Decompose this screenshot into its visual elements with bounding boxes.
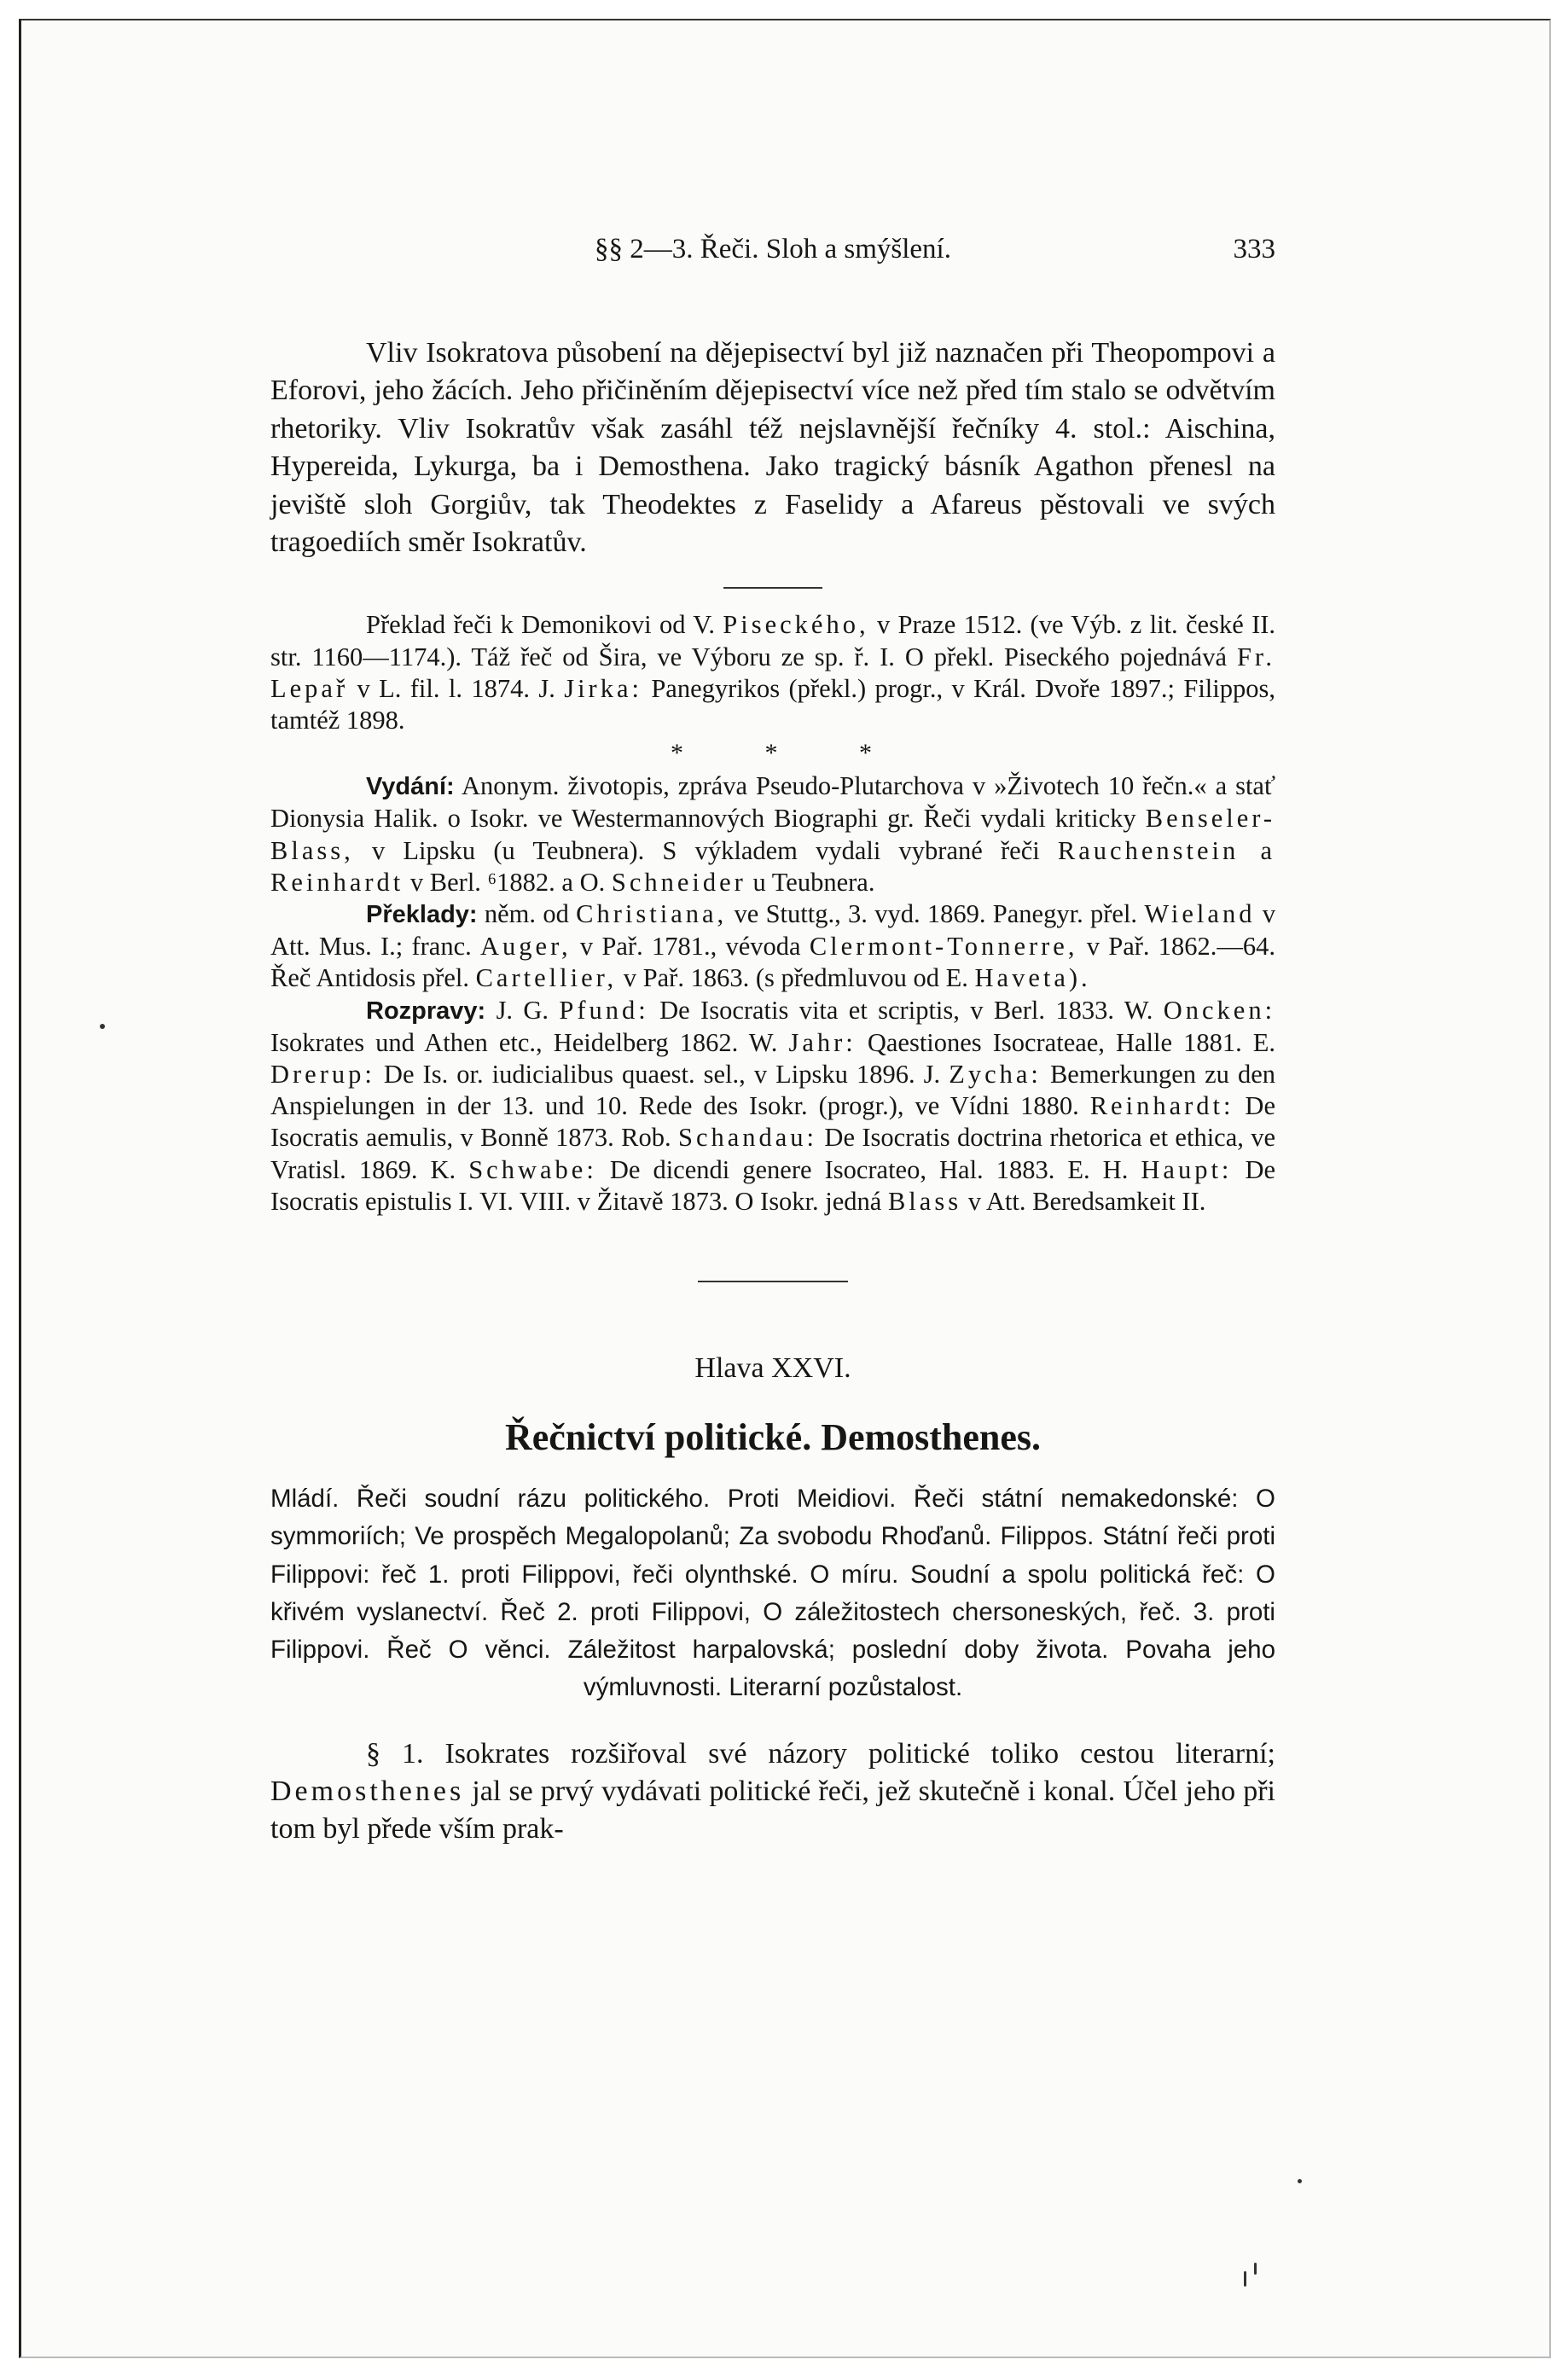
intro-paragraph: Vliv Isokratova působení na dějepisectví byl již naznačen při Theopompovi a Eforovi, jeho žácích. Jeho přičiněním dějepisectví více než před tím stalo se odvětvím rhetoriky. Vliv Isokratův však zasáhl též nejslavnější řečníky 4. stol.: Aischina, Hypereida, Lykurga, ba i Demosthena. Jako tragický básník Agathon přenesl na jeviště sloh Gorgiův, tak Theodektes z Faselidy a Afareus pěstovali ve svých tragoediích směr Isokratův. (270, 337, 1275, 559)
page-number: 333 (1233, 234, 1275, 264)
speck-mark (100, 1024, 105, 1029)
editions-paragraph: Vydání: Anonym. životopis, zpráva Pseudo-Plutarchova v »Životech 10 řečn.« a stať Dionysia Halik. o Isokr. ve Westermannových Biographi gr. Řeči vydali kriticky Benseler-Blass, v Lipsku (u Teubnera). S výkladem vydali vybrané řeči Rauchenstein a Reinhardt v Berl. ⁶1882. a O. Schneider u Teubnera. (270, 771, 1275, 897)
header-title: §§ 2—3. Řeči. Sloh a smýšlení. (595, 234, 951, 264)
short-divider (723, 587, 822, 589)
speck-mark (1298, 2179, 1302, 2183)
section-1-paragraph: § 1. Isokrates rozšiřoval své názory politické toliko cestou literarní; Demosthenes jal se prvý vydávati politické řeči, jež skutečně i konal. Účel jeho při tom byl přede vším prak- (270, 1738, 1276, 1845)
studies-label: Rozpravy: (366, 997, 486, 1025)
speck-mark (1254, 2263, 1257, 2275)
running-header (270, 234, 1275, 285)
book-page (19, 19, 1551, 2358)
chapter-divider (698, 1281, 848, 1282)
studies-paragraph: Rozpravy: J. G. Pfund: De Isocratis vita et scriptis, v Berl. 1833. W. Oncken: Isokrates und Athen etc., Heidelberg 1862. W. Jahr: Qaestiones Isocrateae, Halle 1881. E. Drerup: De Is. or. iudicialibus quaest. sel., v Lipsku 1896. J. Zycha: Bemerkungen zu den Anspielungen in der 13. und 10. Rede des Isokr. (progr.), ve Vídni 1880. Reinhardt: De Isocratis aemulis, v Bonně 1873. Rob. Schandau: De Isocratis doctrina rhetorica et ethica, ve Vratisl. 1869. K. Schwabe: De dicendi genere Isocrateo, Hal. 1883. E. H. Haupt: De Isocratis epistulis I. VI. VIII. v Žitavě 1873. O Isokr. jedná Blass v Att. Beredsamkeit II. (270, 995, 1276, 1216)
translations-label: Překlady: (366, 901, 478, 929)
text-block (270, 234, 1275, 1848)
asterism: * * * (671, 739, 909, 768)
chapter-summary: Mládí. Řeči soudní rázu politického. Proti Meidiovi. Řeči státní nemakedonské: O symmoriích; Ve prospěch Megalopolanů; Za svobodu Rhoďanů. Filippos. Státní řeči proti Filippovi: řeč 1. proti Filippovi, řeči olynthské. O míru. Soudní a spolu politická řeč: O křivém vyslanectví. Řeč 2. proti Filippovi, O záležitostech chersoneských, řeč. 3. proti Filippovi. Řeč O věnci. Záležitost harpalovská; poslední doby života. Povaha jeho výmluvnosti. Literarní pozůstalost. (270, 1485, 1275, 1702)
chapter-title: Řečnictví politické. Demosthenes. (504, 1416, 1042, 1459)
chapter-number: Hlava XXVI. (694, 1352, 851, 1385)
speck-mark (1244, 2271, 1246, 2287)
translations-paragraph: Překlady: něm. od Christiana, ve Stuttg., 3. vyd. 1869. Panegyr. přel. Wieland v Att. Mus. I.; franc. Auger, v Pař. 1781., vévoda Clermont-Tonnerre, v Pař. 1862.—64. Řeč Antidosis přel. Cartellier, v Pař. 1863. (s předmluvou od E. Haveta). (270, 899, 1276, 993)
editions-label: Vydání: (366, 773, 455, 801)
translations-note: Překlad řeči k Demonikovi od V. Piseckého, v Praze 1512. (ve Výb. z lit. české II. str. 1160—1174.). Táž řeč od Šira, ve Výboru ze sp. ř. I. O překl. Piseckého pojednává Fr. Lepař v L. fil. l. 1874. J. Jirka: Panegyrikos (překl.) progr., v Král. Dvoře 1897.; Filippos, tamtéž 1898. (270, 610, 1276, 735)
